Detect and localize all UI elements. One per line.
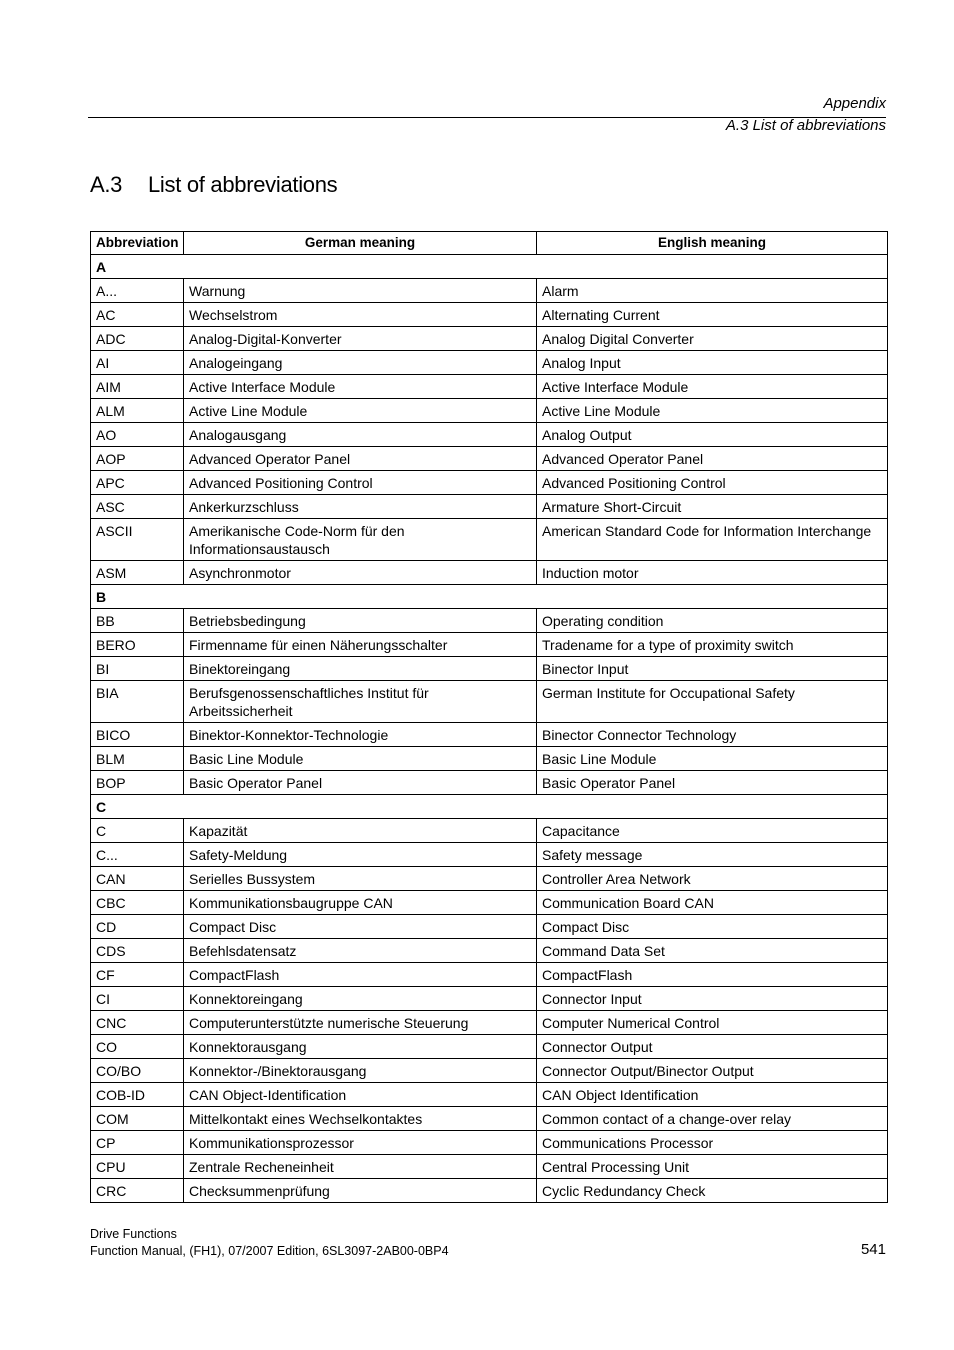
cell-german: Konnektoreingang (184, 987, 537, 1011)
footer-title: Drive Functions (90, 1227, 177, 1241)
section-letter: A (91, 255, 888, 279)
cell-abbreviation: ASC (91, 495, 184, 519)
cell-english: Analog Digital Converter (537, 327, 888, 351)
table-row (91, 747, 888, 771)
cell-german: Analog-Digital-Konverter (184, 327, 537, 351)
table-row (91, 633, 888, 657)
page-title (90, 172, 337, 198)
cell-abbreviation: CO (91, 1035, 184, 1059)
cell-german: Kommunikationsbaugruppe CAN (184, 891, 537, 915)
cell-german: Asynchronmotor (184, 561, 537, 585)
cell-german: Zentrale Recheneinheit (184, 1155, 537, 1179)
running-head-section: A.3 List of abbreviations (725, 117, 886, 134)
cell-english: Tradename for a type of proximity switch (537, 633, 888, 657)
cell-english: Computer Numerical Control (537, 1011, 888, 1035)
column-header-english: English meaning (537, 232, 888, 255)
cell-english: Basic Line Module (537, 747, 888, 771)
table-row (91, 891, 888, 915)
cell-english: CompactFlash (537, 963, 888, 987)
cell-english: Advanced Operator Panel (537, 447, 888, 471)
cell-german: Advanced Positioning Control (184, 471, 537, 495)
cell-german: Mittelkontakt eines Wechselkontaktes (184, 1107, 537, 1131)
cell-german: Safety-Meldung (184, 843, 537, 867)
cell-abbreviation: ADC (91, 327, 184, 351)
table-row (91, 519, 888, 561)
cell-abbreviation: A... (91, 279, 184, 303)
cell-english: Command Data Set (537, 939, 888, 963)
table-row (91, 819, 888, 843)
cell-english: Alternating Current (537, 303, 888, 327)
cell-german: Computerunterstützte numerische Steuerung (184, 1011, 537, 1035)
cell-german: CAN Object-Identification (184, 1083, 537, 1107)
section-letter: C (91, 795, 888, 819)
cell-german: Berufsgenossenschaftliches Institut für Arbeitssicherheit (184, 681, 537, 723)
cell-german: Binektoreingang (184, 657, 537, 681)
cell-english: Cyclic Redundancy Check (537, 1179, 888, 1203)
table-row (91, 867, 888, 891)
table-row (91, 1131, 888, 1155)
cell-german: Basic Line Module (184, 747, 537, 771)
table-row (91, 1179, 888, 1203)
table-row (91, 843, 888, 867)
cell-abbreviation: AO (91, 423, 184, 447)
table-row (91, 375, 888, 399)
cell-abbreviation: AI (91, 351, 184, 375)
table-header-row (91, 232, 888, 255)
cell-abbreviation: CD (91, 915, 184, 939)
table-row (91, 657, 888, 681)
cell-english: Binector Input (537, 657, 888, 681)
cell-german: Active Line Module (184, 399, 537, 423)
section-letter: B (91, 585, 888, 609)
section-row (91, 255, 888, 279)
column-header-german: German meaning (184, 232, 537, 255)
cell-german: Warnung (184, 279, 537, 303)
cell-english: Analog Input (537, 351, 888, 375)
table-row (91, 939, 888, 963)
table-row (91, 771, 888, 795)
cell-german: CompactFlash (184, 963, 537, 987)
cell-english: Active Line Module (537, 399, 888, 423)
table-row (91, 963, 888, 987)
cell-english: Active Interface Module (537, 375, 888, 399)
cell-german: Befehlsdatensatz (184, 939, 537, 963)
cell-german: Binektor-Konnektor-Technologie (184, 723, 537, 747)
cell-german: Firmenname für einen Näherungsschalter (184, 633, 537, 657)
cell-english: Connector Output/Binector Output (537, 1059, 888, 1083)
cell-english: Safety message (537, 843, 888, 867)
cell-german: Kommunikationsprozessor (184, 1131, 537, 1155)
section-row (91, 795, 888, 819)
cell-german: Serielles Bussystem (184, 867, 537, 891)
cell-abbreviation: AIM (91, 375, 184, 399)
column-header-abbreviation: Abbreviation (91, 232, 184, 255)
cell-abbreviation: AC (91, 303, 184, 327)
footer-edition: Function Manual, (FH1), 07/2007 Edition, 6SL3097-2AB00-0BP4 (90, 1244, 449, 1258)
cell-german: Betriebsbedingung (184, 609, 537, 633)
section-number: A.3 (90, 172, 123, 197)
cell-english: Operating condition (537, 609, 888, 633)
cell-english: Analog Output (537, 423, 888, 447)
cell-german: Amerikanische Code-Norm für den Informationsaustausch (184, 519, 537, 561)
table-row (91, 561, 888, 585)
cell-abbreviation: CDS (91, 939, 184, 963)
cell-german: Advanced Operator Panel (184, 447, 537, 471)
cell-german: Wechselstrom (184, 303, 537, 327)
cell-english: Central Processing Unit (537, 1155, 888, 1179)
table-row (91, 1155, 888, 1179)
cell-english: Connector Output (537, 1035, 888, 1059)
table-row (91, 723, 888, 747)
cell-german: Konnektorausgang (184, 1035, 537, 1059)
cell-german: Kapazität (184, 819, 537, 843)
cell-english: Common contact of a change-over relay (537, 1107, 888, 1131)
cell-english: Communication Board CAN (537, 891, 888, 915)
cell-german: Konnektor-/Binektorausgang (184, 1059, 537, 1083)
table-row (91, 609, 888, 633)
cell-abbreviation: BLM (91, 747, 184, 771)
running-head-chapter: Appendix (823, 95, 886, 112)
cell-english: Armature Short-Circuit (537, 495, 888, 519)
table-row (91, 987, 888, 1011)
cell-abbreviation: CNC (91, 1011, 184, 1035)
table-row (91, 1059, 888, 1083)
table-row (91, 279, 888, 303)
cell-english: CAN Object Identification (537, 1083, 888, 1107)
table-row (91, 351, 888, 375)
section-row (91, 585, 888, 609)
table-row (91, 399, 888, 423)
cell-abbreviation: CO/BO (91, 1059, 184, 1083)
cell-english: German Institute for Occupational Safety (537, 681, 888, 723)
table-row (91, 327, 888, 351)
cell-german: Compact Disc (184, 915, 537, 939)
cell-abbreviation: APC (91, 471, 184, 495)
cell-abbreviation: BICO (91, 723, 184, 747)
cell-abbreviation: BERO (91, 633, 184, 657)
cell-abbreviation: BIA (91, 681, 184, 723)
table-row (91, 1011, 888, 1035)
cell-english: Binector Connector Technology (537, 723, 888, 747)
cell-abbreviation: COB-ID (91, 1083, 184, 1107)
cell-english: Compact Disc (537, 915, 888, 939)
table-body (91, 255, 888, 1203)
cell-english: Connector Input (537, 987, 888, 1011)
cell-english: Controller Area Network (537, 867, 888, 891)
cell-abbreviation: C (91, 819, 184, 843)
cell-abbreviation: ASM (91, 561, 184, 585)
cell-abbreviation: CRC (91, 1179, 184, 1203)
cell-abbreviation: AOP (91, 447, 184, 471)
cell-abbreviation: BOP (91, 771, 184, 795)
cell-english: Communications Processor (537, 1131, 888, 1155)
cell-abbreviation: ASCII (91, 519, 184, 561)
cell-german: Analogeingang (184, 351, 537, 375)
table-row (91, 423, 888, 447)
cell-english: Capacitance (537, 819, 888, 843)
cell-german: Ankerkurzschluss (184, 495, 537, 519)
cell-english: Induction motor (537, 561, 888, 585)
cell-german: Checksummenprüfung (184, 1179, 537, 1203)
table-row (91, 681, 888, 723)
cell-english: American Standard Code for Information Interchange (537, 519, 888, 561)
table-row (91, 1083, 888, 1107)
table-row (91, 1107, 888, 1131)
cell-german: Basic Operator Panel (184, 771, 537, 795)
cell-abbreviation: CF (91, 963, 184, 987)
cell-german: Active Interface Module (184, 375, 537, 399)
table-row (91, 447, 888, 471)
table-row (91, 495, 888, 519)
cell-english: Alarm (537, 279, 888, 303)
cell-english: Basic Operator Panel (537, 771, 888, 795)
table-row (91, 1035, 888, 1059)
table-row (91, 471, 888, 495)
cell-abbreviation: CP (91, 1131, 184, 1155)
cell-abbreviation: CBC (91, 891, 184, 915)
cell-english: Advanced Positioning Control (537, 471, 888, 495)
cell-abbreviation: CI (91, 987, 184, 1011)
cell-abbreviation: ALM (91, 399, 184, 423)
footer (90, 1226, 449, 1260)
page-number: 541 (860, 1241, 886, 1258)
cell-abbreviation: BB (91, 609, 184, 633)
table-row (91, 915, 888, 939)
cell-abbreviation: CPU (91, 1155, 184, 1179)
cell-abbreviation: CAN (91, 867, 184, 891)
abbreviations-table (90, 231, 888, 1203)
cell-german: Analogausgang (184, 423, 537, 447)
cell-abbreviation: C... (91, 843, 184, 867)
table-row (91, 303, 888, 327)
cell-abbreviation: BI (91, 657, 184, 681)
cell-abbreviation: COM (91, 1107, 184, 1131)
section-title: List of abbreviations (148, 172, 338, 197)
